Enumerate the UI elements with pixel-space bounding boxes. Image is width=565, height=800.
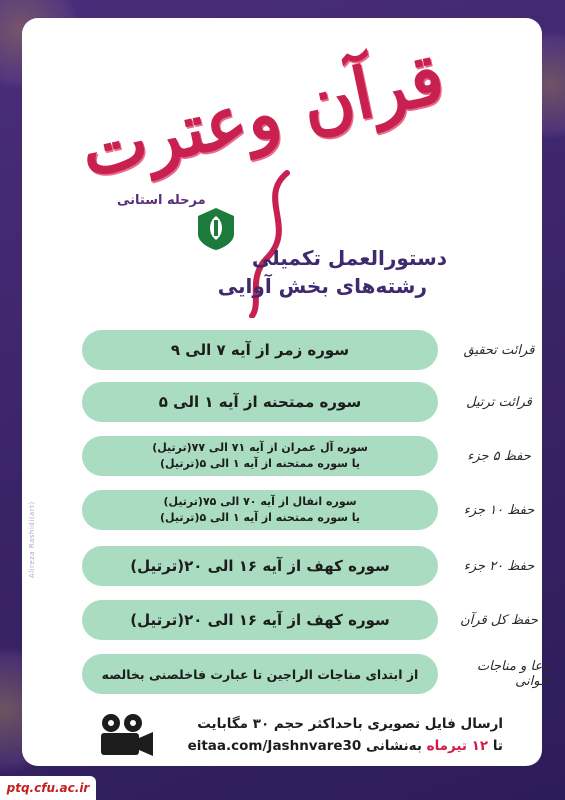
film-camera-icon: [95, 712, 155, 762]
row-category: حفظ ۵ جزء: [467, 448, 531, 464]
row-detail-line: سوره آل عمران از آیه ۷۱ الی ۷۷(ترتیل): [152, 441, 368, 454]
row-detail-line: یا سوره ممتحنه از آیه ۱ الی ۵(ترتیل): [160, 457, 360, 470]
deadline-date: ۱۲ تیرماه: [426, 738, 489, 754]
row-category: حفظ ۲۰ جزء: [463, 558, 535, 574]
row-detail: [82, 600, 438, 640]
competition-row: [82, 382, 548, 422]
row-detail-line: سوره کهف از آیه ۱۶ الی ۲۰(ترتیل): [130, 557, 390, 575]
stage-label: مرحله استانی: [117, 193, 206, 208]
subtitle-line-2: رشته‌های بخش آوایی: [217, 274, 427, 298]
row-detail: [82, 490, 438, 530]
row-detail: [82, 330, 438, 370]
row-detail-line: یا سوره ممتحنه از آیه ۱ الی ۵(ترتیل): [160, 511, 360, 524]
university-logo-icon: [194, 206, 238, 252]
row-category: قرائت تحقیق: [463, 342, 535, 358]
row-detail-line: سوره ممتحنه از آیه ۱ الی ۵: [158, 393, 362, 411]
row-detail: [82, 382, 438, 422]
poster-card: [22, 18, 548, 766]
competition-row: [82, 546, 548, 586]
competition-row: [82, 330, 548, 370]
deadline-middle: به‌نشانی: [366, 738, 422, 754]
subtitle-line-1: دستورالعمل تکمیلی: [251, 246, 447, 270]
row-detail-line: از ابتدای مناجات الراجین تا عبارت فاخلصنی بخالصه: [101, 666, 419, 682]
competition-row: [82, 654, 548, 694]
submission-deadline: [188, 738, 503, 754]
row-category: حفظ کل قرآن: [460, 612, 538, 628]
row-detail: [82, 654, 438, 694]
deadline-prefix: تا: [492, 738, 503, 754]
site-watermark: ptq.cfu.ac.ir: [0, 776, 96, 800]
row-detail-line: سوره کهف از آیه ۱۶ الی ۲۰(ترتیل): [130, 611, 390, 629]
competition-row: [82, 490, 548, 530]
row-category: حفظ ۱۰ جزء: [463, 502, 535, 518]
submission-instructions: ارسال فایل تصویری باحداکثر حجم ۳۰ مگابایت: [197, 716, 503, 732]
artist-credit: Alireza Rashidi(art): [28, 501, 36, 578]
submission-link[interactable]: eitaa.com/Jashnvare30: [187, 738, 362, 754]
row-category: قرائت ترتیل: [466, 394, 532, 410]
competition-row: [82, 436, 548, 476]
row-category: دعا و مناجات خوانی: [476, 659, 548, 689]
row-detail-line: سوره زمر از آیه ۷ الی ۹: [170, 341, 350, 359]
row-detail: [82, 436, 438, 476]
row-detail-line: سوره انفال از آیه ۷۰ الی ۷۵(ترتیل): [163, 495, 357, 508]
row-detail: [82, 546, 438, 586]
poster-title: قرآن وعترت: [73, 35, 452, 194]
competition-row: [82, 600, 548, 640]
